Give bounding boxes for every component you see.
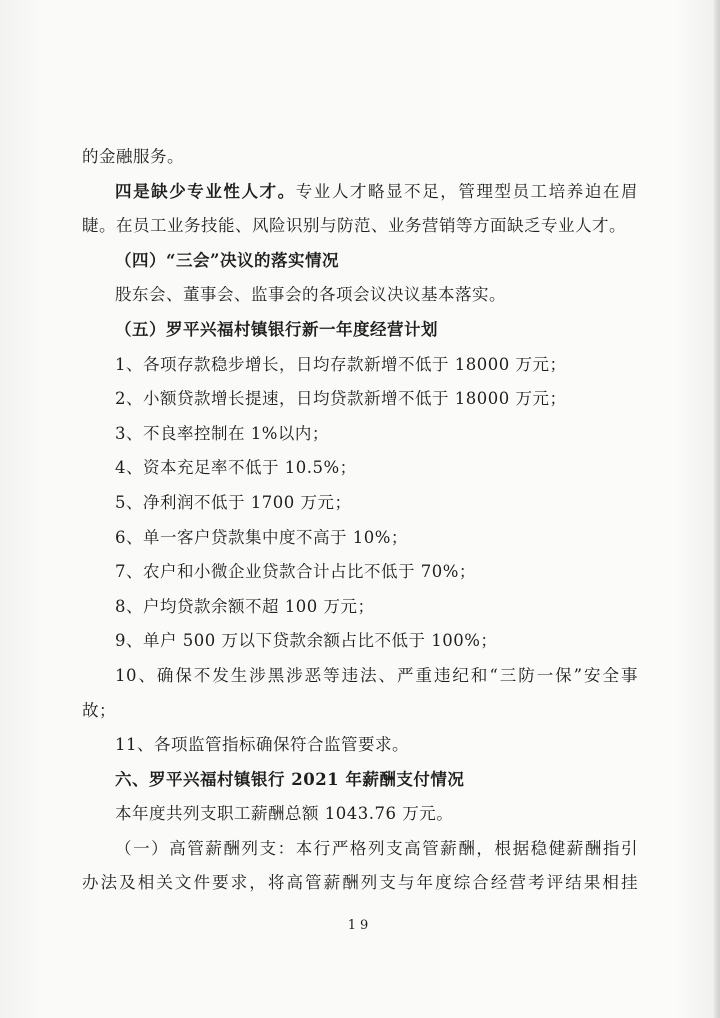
- text-line: [82, 417, 638, 452]
- text-line: [82, 521, 638, 556]
- line-text: 10、确保不发生涉黑涉恶等违法、严重违纪和“三防一保”安全事: [115, 665, 638, 685]
- line-text: 办法及相关文件要求，将高管薪酬列支与年度综合经营考评结果相挂: [82, 873, 638, 893]
- bold-heading: （四）“三会”决议的落实情况: [115, 250, 339, 270]
- line-text: 8、户均贷款余额不超 100 万元；: [115, 596, 375, 616]
- line-text: 1、各项存款稳步增长，日均存款新增不低于 18000 万元；: [115, 354, 567, 374]
- line-text: 3、不良率控制在 1%以内；: [115, 423, 329, 443]
- text-line: [82, 140, 638, 175]
- line-text: 5、净利润不低于 1700 万元；: [115, 492, 352, 512]
- bold-heading: 四是缺少专业性人才。: [115, 181, 296, 201]
- page-number: 19: [347, 918, 373, 933]
- line-text: 本年度共列支职工薪酬总额 1043.76 万元。: [115, 804, 454, 824]
- text-line: [82, 866, 638, 901]
- line-text: 11、各项监管指标确保符合监管要求。: [115, 735, 409, 755]
- page-edge-shadow: [714, 0, 720, 1018]
- text-line: [82, 590, 638, 625]
- text-line: [82, 451, 638, 486]
- text-line: [82, 624, 638, 659]
- document-body: [82, 140, 638, 901]
- text-line: [82, 555, 638, 590]
- text-line: [82, 348, 638, 383]
- bold-heading: （五）罗平兴福村镇银行新一年度经营计划: [115, 319, 438, 339]
- line-text: 4、资本充足率不低于 10.5%；: [115, 458, 357, 478]
- line-text: 6、单一客户贷款集中度不高于 10%；: [115, 527, 408, 547]
- text-line: [82, 797, 638, 832]
- line-text: 故；: [82, 700, 116, 720]
- text-line: [82, 175, 638, 210]
- text-line: [82, 659, 638, 694]
- line-text: 睫。在员工业务技能、风险识别与防范、业务营销等方面缺乏专业人才。: [82, 216, 626, 236]
- text-line: [82, 313, 638, 348]
- line-text: 7、农户和小微企业贷款合计占比不低于 70%；: [115, 562, 476, 582]
- text-line: [82, 832, 638, 867]
- line-text: 股东会、董事会、监事会的各项会议决议基本落实。: [115, 285, 506, 305]
- text-line: [82, 382, 638, 417]
- text-line: [82, 486, 638, 521]
- line-text: 2、小额贷款增长提速，日均贷款新增不低于 18000 万元；: [115, 389, 567, 409]
- bold-heading: 六、罗平兴福村镇银行 2021 年薪酬支付情况: [115, 769, 465, 789]
- text-line: [82, 694, 638, 729]
- text-line: [82, 244, 638, 279]
- text-line: [82, 278, 638, 313]
- text-line: [82, 728, 638, 763]
- line-text: 的金融服务。: [82, 147, 184, 166]
- line-text: 专业人才略显不足，管理型员工培养迫在眉: [295, 181, 639, 201]
- line-text: （一）高管薪酬列支：本行严格列支高管薪酬，根据稳健薪酬指引: [115, 838, 638, 858]
- text-line: [82, 209, 638, 244]
- line-text: 9、单户 500 万以下贷款余额占比不低于 100%；: [115, 631, 498, 651]
- text-line: [82, 763, 638, 798]
